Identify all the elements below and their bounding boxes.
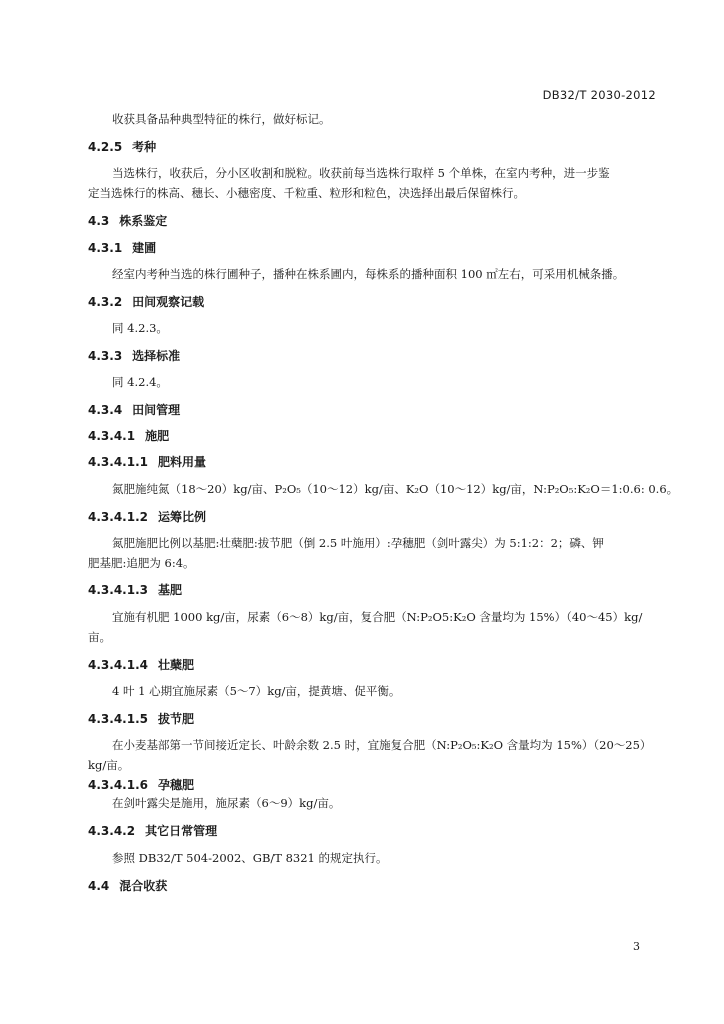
paragraph-line: 亩。	[88, 630, 111, 644]
section-number: 4.3.4.2	[88, 824, 136, 838]
paragraph-line: 收获具备品种典型特征的株行，做好标记。	[112, 112, 331, 126]
section-number: 4.3.4.1.6	[88, 778, 148, 792]
section-title: 肥料用量	[157, 455, 206, 469]
paragraph-line: 经室内考种当选的株行圃种子，播种在株系圃内，每株系的播种面积 100 ㎡左右，可采用机械条播。	[112, 267, 625, 281]
paragraph-line: 参照 DB32/T 504-2002、GB/T 8321 的规定执行。	[112, 851, 388, 865]
section-number: 4.3.4.1.1	[88, 455, 148, 469]
section-title: 混合收获	[119, 879, 168, 893]
section-number: 4.3.1	[88, 241, 123, 255]
section-heading-4-3-4-1-5	[88, 711, 724, 727]
section-heading-4-3-4-1-2	[88, 509, 724, 525]
paragraph-line: 氮肥施纯氮（18～20）kg/亩、P₂O₅（10～12）kg/亩、K₂O（10～12）kg/亩，N:P₂O₅:K₂O＝1:0.6: 0.6。	[112, 482, 679, 496]
section-number: 4.3.4	[88, 403, 123, 417]
section-title: 考种	[132, 140, 157, 154]
section-title: 基肥	[157, 583, 182, 597]
section-title: 株系鉴定	[119, 214, 168, 228]
section-title: 施肥	[145, 429, 170, 443]
section-title: 孕穗肥	[157, 778, 194, 792]
section-heading-4-3-4-1-6	[88, 777, 724, 793]
section-title: 田间管理	[132, 403, 181, 417]
section-title: 其它日常管理	[145, 824, 218, 838]
section-number: 4.3.4.1.2	[88, 510, 148, 524]
section-heading-4-3	[88, 213, 724, 229]
paragraph-line: 氮肥施肥比例以基肥:壮蘖肥:拔节肥（倒 2.5 叶施用）:孕穗肥（剑叶露尖）为 5:1:2：2；磷、钾	[112, 536, 604, 550]
paragraph-line: 同 4.2.4。	[112, 375, 168, 389]
doc-code-header: DB32/T 2030-2012	[542, 88, 656, 102]
section-number: 4.3.4.1.4	[88, 658, 148, 672]
section-heading-4-3-4-1-1	[88, 454, 724, 470]
section-number: 4.3.4.1	[88, 429, 136, 443]
paragraph-line: 同 4.2.3。	[112, 321, 168, 335]
section-title: 选择标准	[132, 349, 181, 363]
section-number: 4.3.4.1.3	[88, 583, 148, 597]
section-title: 拔节肥	[157, 712, 194, 726]
paragraph-line: 在小麦基部第一节间接近定长、叶龄余数 2.5 时，宜施复合肥（N:P₂O₅:K₂O 含量均为 15%）（20～25）	[112, 738, 652, 752]
paragraph-line: 当选株行，收获后，分小区收割和脱粒。收获前每当选株行取样 5 个单株，在室内考种，进一步鉴	[112, 166, 610, 180]
section-heading-4-3-2	[88, 294, 724, 310]
section-heading-4-2-5	[88, 139, 724, 155]
section-number: 4.4	[88, 879, 110, 893]
paragraph-line: 肥基肥:追肥为 6:4。	[88, 556, 195, 570]
paragraph-line: 在剑叶露尖是施用，施尿素（6～9）kg/亩。	[112, 796, 341, 810]
paragraph-line: kg/亩。	[88, 758, 130, 772]
section-heading-4-3-4-1	[88, 428, 724, 444]
section-heading-4-4	[88, 878, 724, 894]
paragraph-line: 宜施有机肥 1000 kg/亩，尿素（6～8）kg/亩，复合肥（N:P₂O5:K₂O 含量均为 15%）（40～45）kg/	[112, 610, 643, 624]
section-heading-4-3-1	[88, 240, 724, 256]
section-heading-4-3-4-2	[88, 823, 724, 839]
section-number: 4.3	[88, 214, 110, 228]
section-number: 4.3.3	[88, 349, 123, 363]
section-title: 建圃	[132, 241, 157, 255]
section-number: 4.2.5	[88, 140, 123, 154]
section-title: 壮蘖肥	[157, 658, 194, 672]
section-heading-4-3-4	[88, 402, 724, 418]
section-heading-4-3-4-1-3	[88, 582, 724, 598]
section-title: 运筹比例	[157, 510, 206, 524]
section-number: 4.3.2	[88, 295, 123, 309]
section-heading-4-3-4-1-4	[88, 657, 724, 673]
paragraph-line: 4 叶 1 心期宜施尿素（5～7）kg/亩，提黄塘、促平衡。	[112, 684, 401, 698]
section-heading-4-3-3	[88, 348, 724, 364]
section-title: 田间观察记载	[132, 295, 205, 309]
section-number: 4.3.4.1.5	[88, 712, 148, 726]
paragraph-line: 定当选株行的株高、穗长、小穗密度、千粒重、粒形和粒色，决选择出最后保留株行。	[88, 186, 525, 200]
page-number: 3	[633, 940, 640, 953]
